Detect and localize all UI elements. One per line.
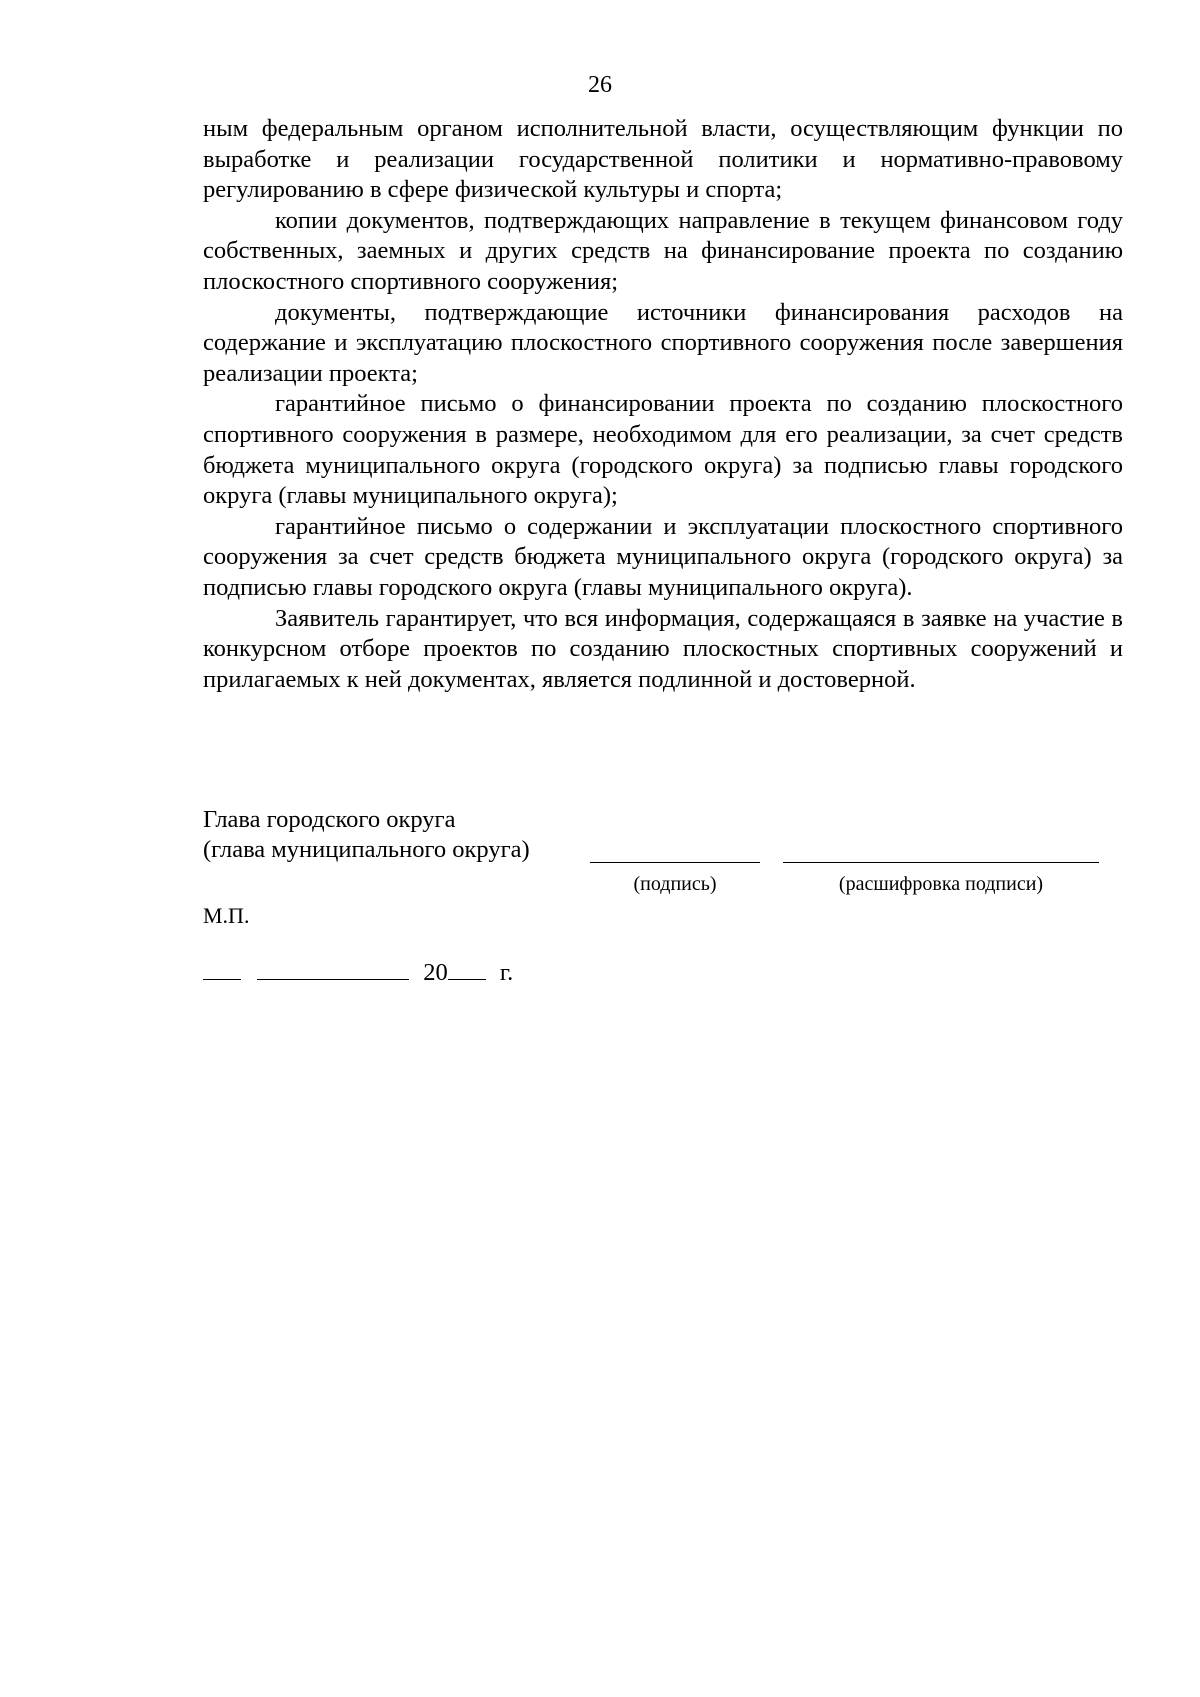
document-body (203, 114, 1123, 695)
paragraph-guarantee-maintenance: гарантийное письмо о содержании и эксплуатации плоскостного спортивного сооружения за счет средств бюджета муниципального округа (городского округа) за подписью главы городского округа (главы муниципального округа). (203, 512, 1123, 601)
signature-line[interactable] (590, 862, 760, 863)
signatory-title-alt: (глава муниципального округа) (203, 836, 530, 863)
date-year-prefix: 20 (423, 959, 448, 986)
paragraph-guarantee-financing: гарантийное письмо о финансировании проекта по созданию плоскостного спортивного сооружения в размере, необходимом для его реализации, за счет средств бюджета муниципального округа (городского округа) за подписью главы городского округа (главы муниципального округа); (203, 390, 1123, 510)
signature-caption: (подпись) (633, 873, 717, 895)
date-day-blank[interactable] (203, 955, 241, 980)
paragraph-funding-documents: копии документов, подтверждающих направление в текущем финансовом году собственных, заемных и других средств на финансирование проекта по созданию плоскостного спортивного сооружения; (203, 206, 1123, 295)
date-row (203, 955, 513, 988)
signature-decode-line[interactable] (783, 862, 1099, 863)
paragraph-applicant-guarantee: Заявитель гарантирует, что вся информация, содержащаяся в заявке на участие в конкурсном отборе проектов по созданию плоскостных спортивных сооружений и прилагаемых к ней документах, является подлинной и достоверной. (203, 604, 1123, 693)
page-number: 26 (588, 72, 612, 98)
paragraph-continuation: ным федеральным органом исполнительной власти, осуществляющим функции по выработке и реализации государственной политики и нормативно-правовому регулированию в сфере физической культуры и спорта; (203, 115, 1123, 204)
signature-decode-caption: (расшифровка подписи) (838, 873, 1044, 895)
paragraph-maintenance-sources: документы, подтверждающие источники финансирования расходов на содержание и эксплуатацию плоскостного спортивного сооружения после завершения реализации проекта; (203, 298, 1123, 387)
date-year-blank[interactable] (448, 955, 486, 980)
date-month-blank[interactable] (257, 955, 409, 980)
stamp-label: М.П. (203, 903, 250, 928)
signatory-title: Глава городского округа (203, 806, 456, 833)
date-year-suffix: г. (499, 959, 514, 986)
